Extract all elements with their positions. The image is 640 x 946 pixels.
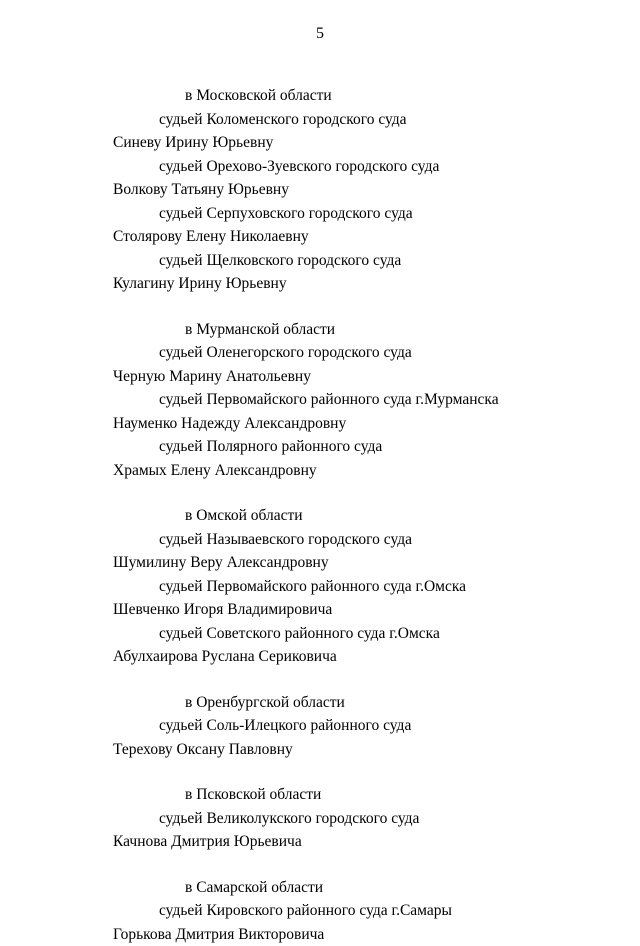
court-line: судьей Коломенского городского суда [113,108,600,132]
court-line: судьей Соль-Илецкого районного суда [113,714,600,738]
appointee-line: Качнова Дмитрия Юрьевича [113,830,600,854]
region-section [113,783,600,854]
region-heading: в Самарской области [113,876,600,900]
region-heading: в Мурманской области [113,318,600,342]
appointee-line: Черную Марину Анатольевну [113,365,600,389]
court-line: судьей Орехово-Зуевского городского суда [113,155,600,179]
appointee-line: Горькова Дмитрия Викторовича [113,923,600,946]
court-line: судьей Оленегорского городского суда [113,341,600,365]
court-line: судьей Советского районного суда г.Омска [113,622,600,646]
region-section [113,318,600,483]
document-body [0,84,640,946]
appointee-line: Шевченко Игоря Владимировича [113,598,600,622]
appointee-line: Волкову Татьяну Юрьевну [113,178,600,202]
court-line: судьей Первомайского районного суда г.Мурманска [113,388,600,412]
court-line: судьей Называевского городского суда [113,528,600,552]
region-heading: в Омской области [113,504,600,528]
appointee-line: Синеву Ирину Юрьевну [113,131,600,155]
region-heading: в Московской области [113,84,600,108]
court-line: судьей Первомайского районного суда г.Омска [113,575,600,599]
court-line: судьей Щелковского городского суда [113,249,600,273]
region-heading: в Оренбургской области [113,691,600,715]
appointee-line: Науменко Надежду Александровну [113,412,600,436]
court-line: судьей Кировского районного суда г.Самары [113,899,600,923]
region-section [113,504,600,669]
appointee-line: Храмых Елену Александровну [113,459,600,483]
appointee-line: Терехову Оксану Павловну [113,738,600,762]
region-section [113,84,600,296]
region-heading: в Псковской области [113,783,600,807]
court-line: судьей Серпуховского городского суда [113,202,600,226]
document-page [0,26,640,931]
appointee-line: Шумилину Веру Александровну [113,551,600,575]
region-section [113,691,600,762]
appointee-line: Столярову Елену Николаевну [113,225,600,249]
appointee-line: Кулагину Ирину Юрьевну [113,272,600,296]
appointee-line: Абулхаирова Руслана Сериковича [113,645,600,669]
court-line: судьей Великолукского городского суда [113,807,600,831]
region-section [113,876,600,946]
page-number: 5 [0,26,640,42]
court-line: судьей Полярного районного суда [113,435,600,459]
